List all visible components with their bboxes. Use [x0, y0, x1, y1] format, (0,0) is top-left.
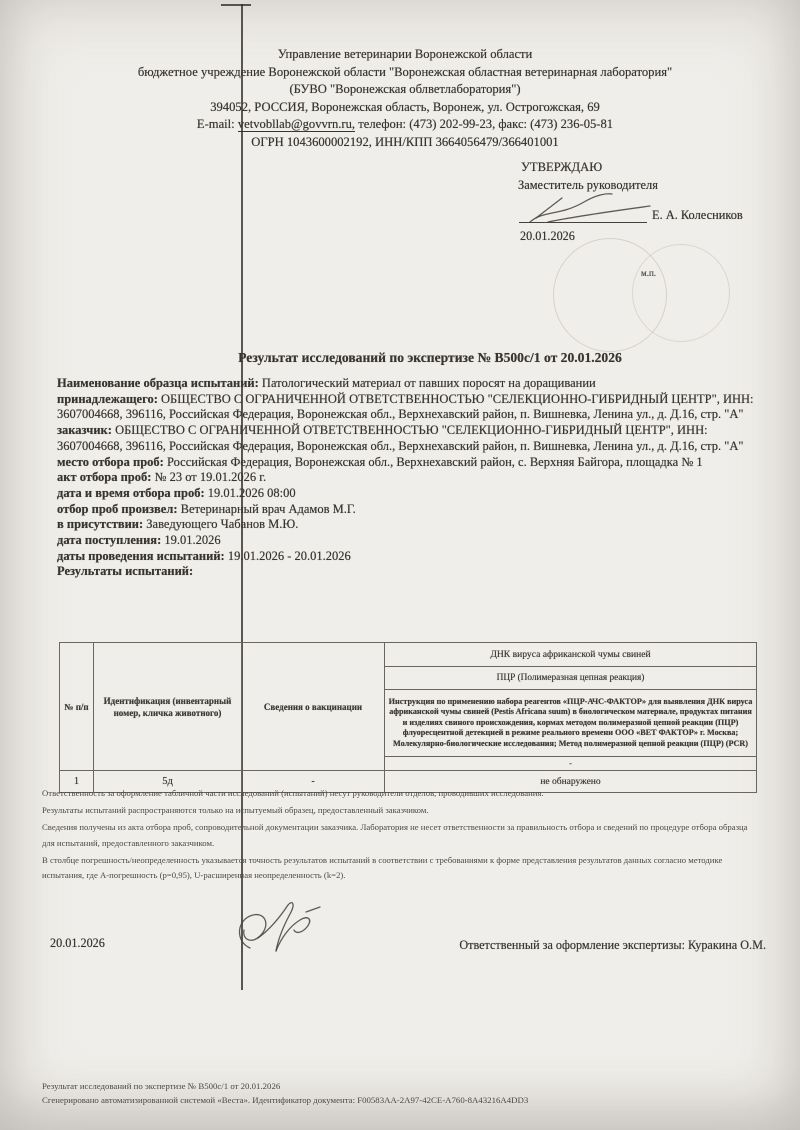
seal-place-mark: м.п.	[641, 268, 657, 278]
signature-line	[519, 222, 647, 223]
note-line: Ответственность за оформление табличной части исследований (испытаний) несут руководители отделов, проводивших исследования.	[42, 788, 544, 798]
footer-expertise-ref: Результат исследований по экспертизе № В500с/1 от 20.01.2026	[42, 1081, 281, 1091]
col-header-vaccination: Сведения о вакцинации	[242, 643, 385, 771]
org-contacts	[20, 116, 790, 134]
phone-fax: телефон: (473) 202-99-23, факс: (473) 236-05-81	[358, 117, 614, 132]
cell-num: 1	[60, 771, 94, 793]
test-target: ДНК вируса африканской чумы свиней	[385, 643, 757, 667]
col-header-num: № п/п	[60, 643, 94, 771]
detail-line: принадлежащего: ОБЩЕСТВО С ОГРАНИЧЕННОЙ ОТВЕТСТВЕННОСТЬЮ "СЕЛЕКЦИОННО-ГИБРИДНЫЙ ЦЕНТР", ИНН: 3607004668, 396116, Российская Федерация, Воронежская обл., Верхнехавский район, п. Вишневка, Ленина ул., д. Д.16, стр. "А"	[57, 391, 754, 422]
responsible-person: Ответственный за оформление экспертизы: Куракина О.М.	[459, 938, 766, 952]
note-line: Сведения получены из акта отбора проб, сопроводительной документации заказчика. Лаборатория не несет ответственности за правильность отбора и сведений по процедуре отбора образца для испытаний, предоставленного заказчиком.	[42, 822, 748, 848]
scan-fold-line-horizontal	[221, 4, 251, 6]
detail-line: место отбора проб: Российская Федерация, Воронежская обл., Верхнехавский район, с. Верхняя Байгора, площадка № 1	[57, 454, 703, 469]
email-label: E-mail:	[196, 117, 235, 132]
detail-line: акт отбора проб: № 23 от 19.01.2026 г.	[57, 470, 267, 485]
org-name-line3: (БУВО "Воронежская облветлаборатория")	[289, 82, 521, 97]
approver-position: Заместитель руководителя	[518, 178, 658, 192]
approve-label: УТВЕРЖДАЮ	[521, 160, 603, 174]
cell-result: не обнаружено	[385, 771, 757, 793]
detail-line: в присутствии: Заведующего Чабанов М.Ю.	[57, 517, 299, 532]
detail-line: заказчик: ОБЩЕСТВО С ОГРАНИЧЕННОЙ ОТВЕТСТВЕННОСТЬЮ "СЕЛЕКЦИОННО-ГИБРИДНЫЙ ЦЕНТР", ИНН: 3607004668, 396116, Российская Федерация, Воронежская обл., Верхнехавский район, п. Вишневка, Ленина ул., д. Д.16, стр. "А"	[57, 423, 744, 453]
approver-name: Е. А. Колесников	[652, 208, 743, 222]
cell-vaccination: -	[242, 771, 385, 793]
cell-identification: 5д	[94, 771, 242, 793]
note-line: Результаты испытаний распространяются только на испытуемый образец, предоставленный заказчиком.	[42, 805, 429, 816]
document-title: Результат исследований по экспертизе № В500с/1 от 20.01.2026	[238, 350, 622, 365]
approval-date: 20.01.2026	[520, 229, 575, 243]
org-name-line2: бюджетное учреждение Воронежской области "Воронежская областная ветеринарная лаборатория"	[137, 64, 673, 79]
note-line: В столбце погрешность/неопределенность указывается точность результатов испытаний в соответствии с требованиями к форме представления результатов данных согласно методике испытания, где А-погрешность (p=0,95), U-расширенная неопределенность (k=2).	[42, 854, 723, 881]
detail-line: дата и время отбора проб: 19.01.2026 08:00	[57, 485, 296, 500]
disclaimer-notes	[42, 786, 760, 885]
test-method: ПЦР (Полимеразная цепная реакция)	[385, 667, 757, 690]
letterhead	[20, 46, 790, 152]
responsible-signature-scribble	[228, 898, 348, 962]
test-uncertainty: -	[385, 757, 757, 771]
footer-generated-id: Сгенерировано автоматизированной системой «Веста». Идентификатор документа: F00583AA-2A97-42CE-A760-8A43216A4DD3	[42, 1094, 529, 1105]
sample-details	[57, 376, 761, 580]
col-header-identification: Идентификация (инвентарный номер, кличка животного)	[94, 643, 242, 771]
test-instruction: Инструкция по применению набора реагентов «ПЦР-АЧС-ФАКТОР» для выявления ДНК вируса африканской чумы свиней (Pestis Africana suum) в биологическом материале, продуктах питания и изделиях свиного происхождения, кормах методом полимеразной цепной реакции (ПЦР) флуоресцентной детекцией в режиме реального времени ООО «ВЕТ ФАКТОР» г. Москва; Молекулярно-биологические исследования; Метод полимеразной цепной реакции (ПЦР) (PCR)	[385, 690, 757, 757]
document-footer	[42, 1080, 762, 1107]
signoff-date: 20.01.2026	[50, 936, 105, 950]
table-header-row	[60, 643, 757, 667]
org-address: 394052, РОССИЯ, Воронежская область, Воронеж, ул. Острогожская, 69	[210, 99, 600, 114]
detail-line: отбор проб произвел: Ветеринарный врач Адамов М.Г.	[57, 501, 356, 516]
org-ogrn-inn: ОГРН 1043600002192, ИНН/КПП 3664056479/366401001	[251, 134, 559, 149]
detail-line: дата поступления: 19.01.2026	[57, 533, 221, 548]
org-name-line1: Управление ветеринарии Воронежской области	[277, 47, 533, 61]
detail-line: Наименование образца испытаний: Патологический материал от павших поросят на доращивании	[57, 376, 596, 390]
faint-stamp-circle	[632, 244, 730, 342]
detail-line: Результаты испытаний:	[57, 564, 194, 579]
results-table	[59, 642, 757, 793]
email-link[interactable]: vetvobllab@govvrn.ru,	[237, 117, 356, 132]
detail-line: даты проведения испытаний: 19.01.2026 - 20.01.2026	[57, 548, 351, 563]
